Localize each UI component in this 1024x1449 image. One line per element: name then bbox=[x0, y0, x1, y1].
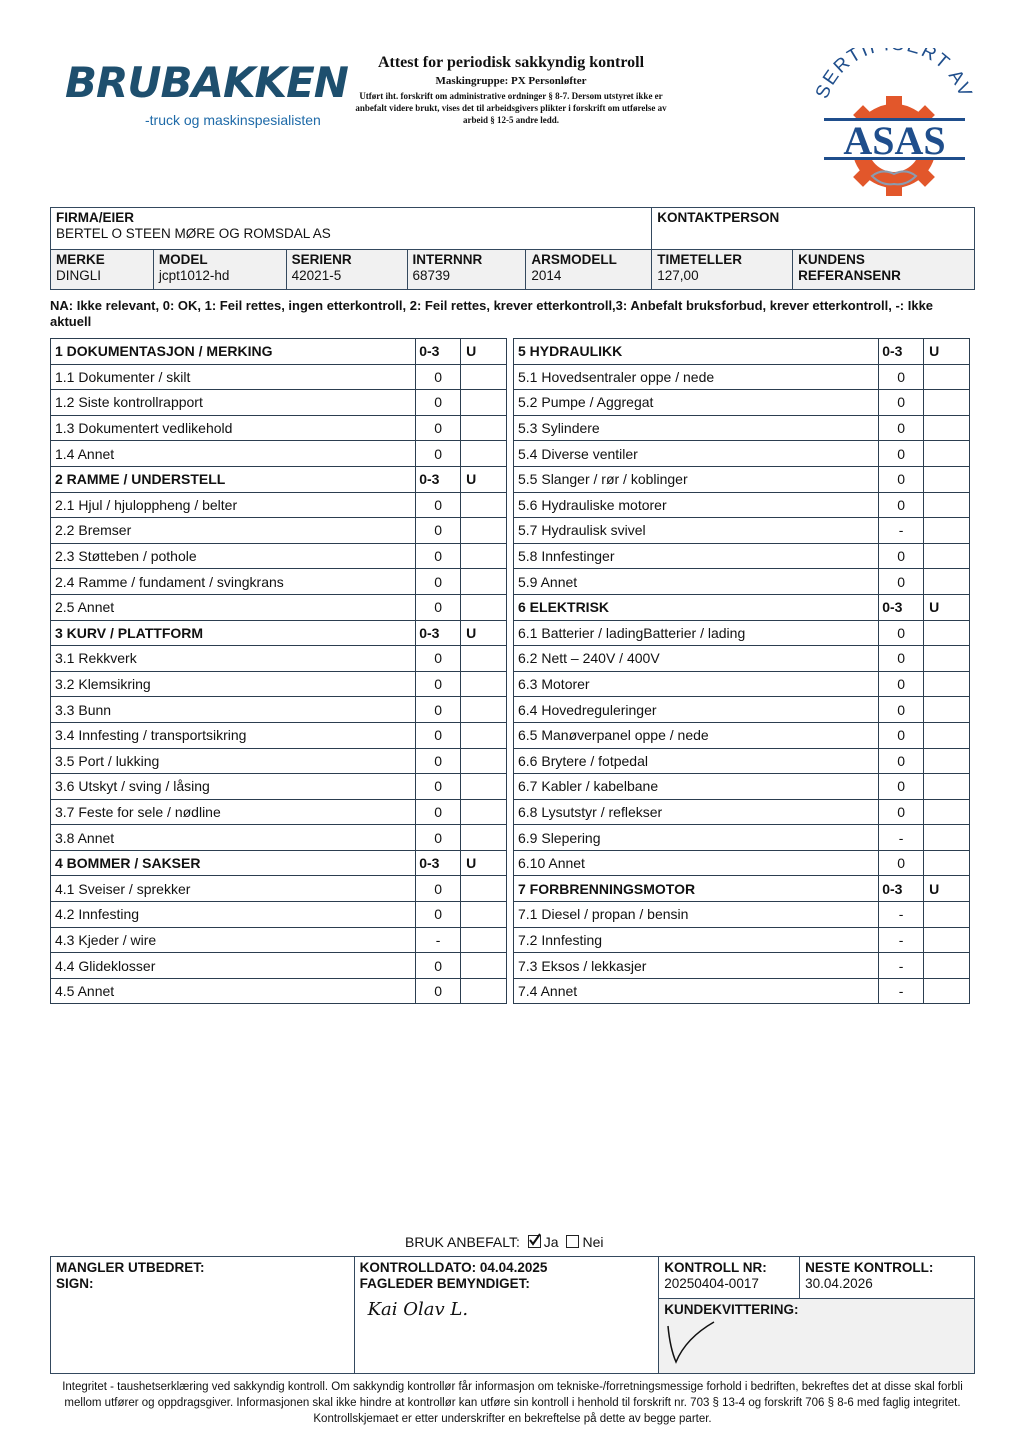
neste-kontroll-label: NESTE KONTROLL: bbox=[805, 1260, 934, 1275]
kundekvittering-cell bbox=[659, 1299, 975, 1374]
item-rating: 0 bbox=[416, 441, 461, 467]
item-label: 7.4 Annet bbox=[514, 978, 879, 1004]
checklist-row bbox=[51, 671, 507, 697]
section-title: 3 KURV / PLATTFORM bbox=[51, 620, 416, 646]
u-header: U bbox=[461, 466, 507, 492]
item-label: 3.4 Innfesting / transportsikring bbox=[51, 722, 416, 748]
section-title: 6 ELEKTRISK bbox=[514, 594, 879, 620]
machine-field-label: ARSMODELL bbox=[531, 252, 617, 267]
item-rating: 0 bbox=[879, 466, 924, 492]
section-header-row bbox=[51, 339, 507, 365]
checklist-row bbox=[51, 594, 507, 620]
checklist-row bbox=[51, 978, 507, 1004]
u-header: U bbox=[924, 339, 970, 365]
item-label: 5.3 Sylindere bbox=[514, 415, 879, 441]
u-header: U bbox=[461, 339, 507, 365]
checklist-row bbox=[514, 748, 970, 774]
item-label: 4.3 Kjeder / wire bbox=[51, 927, 416, 953]
item-rating: 0 bbox=[416, 364, 461, 390]
u-cell bbox=[924, 825, 970, 851]
item-rating: 0 bbox=[416, 953, 461, 979]
mangler-label: MANGLER UTBEDRET: bbox=[56, 1260, 205, 1275]
u-cell bbox=[924, 543, 970, 569]
machine-field-cell bbox=[153, 250, 286, 290]
signature-table bbox=[50, 1256, 975, 1374]
u-cell bbox=[924, 978, 970, 1004]
u-cell bbox=[924, 774, 970, 800]
machine-field-value: 42021-5 bbox=[291, 268, 342, 283]
u-cell bbox=[924, 799, 970, 825]
item-rating: 0 bbox=[416, 415, 461, 441]
machine-field-cell bbox=[407, 250, 526, 290]
section-title: 2 RAMME / UNDERSTELL bbox=[51, 466, 416, 492]
item-rating: 0 bbox=[879, 364, 924, 390]
item-label: 6.8 Lysutstyr / reflekser bbox=[514, 799, 879, 825]
sign-label: SIGN: bbox=[56, 1276, 94, 1291]
machine-field-value: 2014 bbox=[531, 268, 562, 283]
checklist-row bbox=[514, 902, 970, 928]
checklist-row bbox=[51, 953, 507, 979]
rating-legend: NA: Ikke relevant, 0: OK, 1: Feil rettes, ingen etterkontroll, 2: Feil rettes, krever etterkontroll,3: Anbefalt bruksforbud, krever etterkontroll, -: Ikke aktuell bbox=[50, 298, 934, 329]
u-cell bbox=[924, 953, 970, 979]
checklist-row bbox=[514, 415, 970, 441]
kontrolldato-cell bbox=[354, 1257, 659, 1374]
item-label: 6.10 Annet bbox=[514, 850, 879, 876]
u-header: U bbox=[924, 594, 970, 620]
item-rating: - bbox=[879, 978, 924, 1004]
badge-name: ASAS bbox=[843, 118, 946, 163]
checklist-row bbox=[51, 415, 507, 441]
item-label: 3.7 Feste for sele / nødline bbox=[51, 799, 416, 825]
item-rating: 0 bbox=[879, 774, 924, 800]
checklist-row bbox=[51, 927, 507, 953]
item-label: 5.5 Slanger / rør / koblinger bbox=[514, 466, 879, 492]
item-label: 3.6 Utskyt / sving / låsing bbox=[51, 774, 416, 800]
u-cell bbox=[924, 646, 970, 672]
firma-value: BERTEL O STEEN MØRE OG ROMSDAL AS bbox=[56, 226, 331, 241]
item-rating: 0 bbox=[416, 492, 461, 518]
u-cell bbox=[924, 518, 970, 544]
u-cell bbox=[461, 441, 507, 467]
kontroll-nr-cell bbox=[659, 1257, 800, 1299]
badge-top-text: SERTI RT AV bbox=[812, 48, 977, 102]
recommendation-label: BRUK ANBEFALT: bbox=[405, 1234, 520, 1250]
checklist-row bbox=[51, 569, 507, 595]
machine-field-label: MERKE bbox=[56, 252, 105, 267]
owner-info-table bbox=[50, 207, 975, 290]
item-label: 4.5 Annet bbox=[51, 978, 416, 1004]
item-rating: 0 bbox=[879, 850, 924, 876]
checklist-row bbox=[514, 441, 970, 467]
item-rating: 0 bbox=[879, 569, 924, 595]
kontroll-nr-label: KONTROLL NR: bbox=[664, 1260, 767, 1275]
checklist-row bbox=[51, 646, 507, 672]
item-rating: 0 bbox=[416, 722, 461, 748]
item-label: 5.9 Annet bbox=[514, 569, 879, 595]
u-cell bbox=[461, 543, 507, 569]
u-cell bbox=[924, 492, 970, 518]
certification-badge bbox=[812, 48, 977, 208]
checklist-row bbox=[514, 825, 970, 851]
checklist-row bbox=[514, 543, 970, 569]
u-cell bbox=[461, 415, 507, 441]
item-rating: 0 bbox=[416, 902, 461, 928]
mangler-cell bbox=[51, 1257, 355, 1374]
u-header: U bbox=[461, 620, 507, 646]
machine-field-value: jcpt1012-hd bbox=[158, 268, 230, 283]
u-cell bbox=[924, 850, 970, 876]
checklist-row bbox=[514, 953, 970, 979]
checklist-row bbox=[514, 671, 970, 697]
checklist-row bbox=[51, 518, 507, 544]
item-rating: 0 bbox=[416, 697, 461, 723]
item-rating: 0 bbox=[879, 415, 924, 441]
kontroll-nr-value: 20250404-0017 bbox=[664, 1276, 759, 1291]
scale-header: 0-3 bbox=[879, 876, 924, 902]
neste-kontroll-cell bbox=[800, 1257, 975, 1299]
u-cell bbox=[461, 748, 507, 774]
item-rating: 0 bbox=[879, 543, 924, 569]
item-label: 3.3 Bunn bbox=[51, 697, 416, 723]
item-label: 6.2 Nett – 240V / 400V bbox=[514, 646, 879, 672]
checklist-row bbox=[514, 774, 970, 800]
kundekvittering-label: KUNDEKVITTERING: bbox=[664, 1302, 799, 1317]
machine-field-label: TIMETELLER bbox=[657, 252, 743, 267]
checklist-row bbox=[51, 722, 507, 748]
u-cell bbox=[461, 722, 507, 748]
item-rating: 0 bbox=[416, 390, 461, 416]
checklist-row bbox=[514, 697, 970, 723]
item-label: 5.8 Innfestinger bbox=[514, 543, 879, 569]
item-label: 5.6 Hydrauliske motorer bbox=[514, 492, 879, 518]
item-rating: 0 bbox=[879, 441, 924, 467]
checklist-row bbox=[51, 543, 507, 569]
section-header-row bbox=[514, 876, 970, 902]
u-cell bbox=[461, 902, 507, 928]
checklist-row bbox=[514, 390, 970, 416]
item-label: 7.2 Innfesting bbox=[514, 927, 879, 953]
checklist-row bbox=[514, 978, 970, 1004]
u-cell bbox=[461, 799, 507, 825]
checklist-row bbox=[51, 748, 507, 774]
u-cell bbox=[924, 390, 970, 416]
section-title: 4 BOMMER / SAKSER bbox=[51, 850, 416, 876]
neste-kontroll-value: 30.04.2026 bbox=[805, 1276, 873, 1291]
u-cell bbox=[924, 441, 970, 467]
document-title: Attest for periodisk sakkyndig kontroll bbox=[377, 54, 645, 71]
u-header: U bbox=[461, 850, 507, 876]
svg-text:SERTIFISERT AV bbox=[812, 48, 976, 102]
machine-field-cell bbox=[526, 250, 652, 290]
item-label: 3.8 Annet bbox=[51, 825, 416, 851]
item-rating: 0 bbox=[416, 594, 461, 620]
contact-label: KONTAKTPERSON bbox=[657, 210, 780, 225]
scale-header: 0-3 bbox=[879, 594, 924, 620]
item-label: 4.2 Innfesting bbox=[51, 902, 416, 928]
item-rating: - bbox=[879, 825, 924, 851]
item-label: 6.7 Kabler / kabelbane bbox=[514, 774, 879, 800]
machine-field-label: SERIENR bbox=[291, 252, 352, 267]
checklist-row bbox=[51, 799, 507, 825]
item-rating: 0 bbox=[416, 978, 461, 1004]
u-cell bbox=[924, 671, 970, 697]
checklist-row bbox=[51, 441, 507, 467]
machine-field-value: 68739 bbox=[412, 268, 451, 283]
use-recommendation bbox=[405, 1234, 604, 1250]
u-cell bbox=[461, 364, 507, 390]
u-cell bbox=[461, 697, 507, 723]
item-label: 1.2 Siste kontrollrapport bbox=[51, 390, 416, 416]
checklist-row bbox=[51, 390, 507, 416]
u-cell bbox=[924, 364, 970, 390]
item-rating: 0 bbox=[879, 671, 924, 697]
item-label: 3.1 Rekkverk bbox=[51, 646, 416, 672]
item-rating: 0 bbox=[879, 390, 924, 416]
item-rating: 0 bbox=[416, 876, 461, 902]
item-label: 5.7 Hydraulisk svivel bbox=[514, 518, 879, 544]
item-label: 2.4 Ramme / fundament / svingkrans bbox=[51, 569, 416, 595]
checklist-right bbox=[513, 338, 970, 1004]
machine-fields-row bbox=[51, 250, 975, 290]
checklist-row bbox=[514, 492, 970, 518]
u-cell bbox=[461, 492, 507, 518]
checklist-row bbox=[514, 569, 970, 595]
item-label: 6.5 Manøverpanel oppe / nede bbox=[514, 722, 879, 748]
machine-field-cell bbox=[793, 250, 975, 290]
item-label: 3.5 Port / lukking bbox=[51, 748, 416, 774]
u-cell bbox=[461, 594, 507, 620]
item-label: 1.3 Dokumentert vedlikehold bbox=[51, 415, 416, 441]
u-header: U bbox=[924, 876, 970, 902]
item-label: 5.4 Diverse ventiler bbox=[514, 441, 879, 467]
yes-label: Ja bbox=[543, 1234, 559, 1250]
checklist-row bbox=[514, 646, 970, 672]
u-cell bbox=[924, 415, 970, 441]
item-rating: - bbox=[879, 953, 924, 979]
checklist-row bbox=[514, 466, 970, 492]
checklist-row bbox=[514, 364, 970, 390]
item-rating: 0 bbox=[416, 543, 461, 569]
item-label: 6.4 Hovedreguleringer bbox=[514, 697, 879, 723]
fagleder-label: FAGLEDER BEMYNDIGET: bbox=[359, 1276, 530, 1291]
u-cell bbox=[924, 722, 970, 748]
machine-field-value: DINGLI bbox=[56, 268, 102, 283]
item-rating: 0 bbox=[416, 799, 461, 825]
item-rating: 0 bbox=[416, 748, 461, 774]
u-cell bbox=[461, 953, 507, 979]
item-label: 7.3 Eksos / lekkasjer bbox=[514, 953, 879, 979]
section-title: 5 HYDRAULIKK bbox=[514, 339, 879, 365]
brand-tagline: -truck og maskinspesialisten bbox=[145, 112, 321, 128]
section-title: 1 DOKUMENTASJON / MERKING bbox=[51, 339, 416, 365]
u-cell bbox=[924, 697, 970, 723]
checklist-row bbox=[514, 620, 970, 646]
no-label: Nei bbox=[582, 1234, 604, 1250]
u-cell bbox=[461, 390, 507, 416]
item-label: 6.6 Brytere / fotpedal bbox=[514, 748, 879, 774]
item-label: 1.4 Annet bbox=[51, 441, 416, 467]
u-cell bbox=[461, 646, 507, 672]
u-cell bbox=[924, 927, 970, 953]
section-header-row bbox=[514, 594, 970, 620]
customer-signature-icon bbox=[664, 1318, 724, 1366]
checklist-row bbox=[514, 518, 970, 544]
firma-cell bbox=[51, 208, 652, 250]
scale-header: 0-3 bbox=[879, 339, 924, 365]
checklist-row bbox=[514, 722, 970, 748]
checklist-row bbox=[51, 774, 507, 800]
item-rating: 0 bbox=[416, 825, 461, 851]
item-rating: - bbox=[879, 518, 924, 544]
checklist-row bbox=[514, 799, 970, 825]
item-label: 2.1 Hjul / hjuloppheng / belter bbox=[51, 492, 416, 518]
scale-header: 0-3 bbox=[416, 620, 461, 646]
kontrolldato-label: KONTROLLDATO: bbox=[359, 1260, 477, 1275]
u-cell bbox=[461, 518, 507, 544]
checklist-row bbox=[51, 902, 507, 928]
scale-header: 0-3 bbox=[416, 339, 461, 365]
item-rating: 0 bbox=[879, 722, 924, 748]
section-header-row bbox=[51, 850, 507, 876]
u-cell bbox=[461, 671, 507, 697]
brand-logo: BRUBAKKEN bbox=[65, 58, 348, 107]
u-cell bbox=[924, 569, 970, 595]
machine-field-value: 127,00 bbox=[657, 268, 699, 283]
item-label: 2.2 Bremser bbox=[51, 518, 416, 544]
machine-field-label: MODEL bbox=[158, 252, 208, 267]
machine-field-cell bbox=[286, 250, 407, 290]
regulation-note: Utført iht. forskrift om administrative ordninger § 8-7. Dersom utstyret ikke er anbefalt videre brukt, vises det til arbeidsgivers plikter i forskrift om utførelse av arbeid § 12-5 andre ledd. bbox=[355, 91, 667, 125]
item-rating: - bbox=[879, 927, 924, 953]
section-title: 7 FORBRENNINGSMOTOR bbox=[514, 876, 879, 902]
section-header-row bbox=[51, 620, 507, 646]
kontrolldato-value: 04.04.2025 bbox=[479, 1260, 548, 1275]
u-cell bbox=[461, 927, 507, 953]
item-rating: 0 bbox=[416, 569, 461, 595]
checklist-row bbox=[514, 850, 970, 876]
item-label: 7.1 Diesel / propan / bensin bbox=[514, 902, 879, 928]
item-label: 2.5 Annet bbox=[51, 594, 416, 620]
u-cell bbox=[924, 620, 970, 646]
checklist-row bbox=[514, 927, 970, 953]
item-rating: 0 bbox=[416, 774, 461, 800]
item-label: 4.1 Sveiser / sprekker bbox=[51, 876, 416, 902]
item-rating: - bbox=[416, 927, 461, 953]
u-cell bbox=[461, 876, 507, 902]
machine-field-cell bbox=[652, 250, 793, 290]
u-cell bbox=[924, 902, 970, 928]
item-label: 1.1 Dokumenter / skilt bbox=[51, 364, 416, 390]
contact-cell bbox=[652, 208, 975, 250]
document-title-block bbox=[355, 52, 667, 126]
machine-field-label: KUNDENS REFERANSENR bbox=[798, 252, 901, 283]
checklist-row bbox=[51, 825, 507, 851]
item-rating: 0 bbox=[879, 646, 924, 672]
item-rating: 0 bbox=[416, 646, 461, 672]
item-label: 2.3 Støtteben / pothole bbox=[51, 543, 416, 569]
asas-gear-icon bbox=[812, 48, 977, 203]
u-cell bbox=[461, 569, 507, 595]
u-cell bbox=[924, 466, 970, 492]
signature: Kai Olav L. bbox=[367, 1299, 469, 1320]
item-rating: 0 bbox=[879, 799, 924, 825]
item-label: 6.3 Motorer bbox=[514, 671, 879, 697]
u-cell bbox=[461, 774, 507, 800]
item-rating: 0 bbox=[879, 748, 924, 774]
item-label: 5.1 Hovedsentraler oppe / nede bbox=[514, 364, 879, 390]
checklist-row bbox=[51, 697, 507, 723]
item-label: 5.2 Pumpe / Aggregat bbox=[514, 390, 879, 416]
u-cell bbox=[461, 825, 507, 851]
checklist-row bbox=[51, 492, 507, 518]
scale-header: 0-3 bbox=[416, 466, 461, 492]
item-label: 6.9 Slepering bbox=[514, 825, 879, 851]
item-label: 3.2 Klemsikring bbox=[51, 671, 416, 697]
u-cell bbox=[461, 978, 507, 1004]
confidentiality-disclaimer: Integritet - taushetserklæring ved sakkyndig kontroll. Om sakkyndig kontrollør får informasjon om tekniske-/forretningsmessige forhold i bedriften, bekreftes det at disse skal forbli mellom utfører og oppdragsgiver. Informasjonen skal ikke hindre at kontrollør kan utføre sin kontroll i henhold til forskrift nr. 703 § 13-4 og forskrift 706 § 8-6 med faglig integritet. Kontrollskjemaet er etter underskrifter en bekreftelse på dette av begge parter. bbox=[62, 1381, 963, 1425]
item-rating: 0 bbox=[879, 620, 924, 646]
item-label: 6.1 Batterier / ladingBatterier / lading bbox=[514, 620, 879, 646]
item-rating: 0 bbox=[879, 492, 924, 518]
item-rating: 0 bbox=[416, 518, 461, 544]
no-checkbox[interactable] bbox=[566, 1235, 579, 1248]
section-header-row bbox=[514, 339, 970, 365]
item-rating: 0 bbox=[879, 697, 924, 723]
u-cell bbox=[924, 748, 970, 774]
scale-header: 0-3 bbox=[416, 850, 461, 876]
checklist-row bbox=[51, 364, 507, 390]
yes-checkbox[interactable] bbox=[528, 1235, 541, 1248]
item-label: 4.4 Glideklosser bbox=[51, 953, 416, 979]
machine-field-cell bbox=[51, 250, 154, 290]
firma-label: FIRMA/EIER bbox=[56, 210, 135, 225]
machine-field-label: INTERNNR bbox=[412, 252, 483, 267]
checklist-row bbox=[51, 876, 507, 902]
item-rating: - bbox=[879, 902, 924, 928]
checklist-left bbox=[50, 338, 507, 1004]
item-rating: 0 bbox=[416, 671, 461, 697]
machine-group: Maskingruppe: PX Personløfter bbox=[435, 75, 587, 87]
section-header-row bbox=[51, 466, 507, 492]
